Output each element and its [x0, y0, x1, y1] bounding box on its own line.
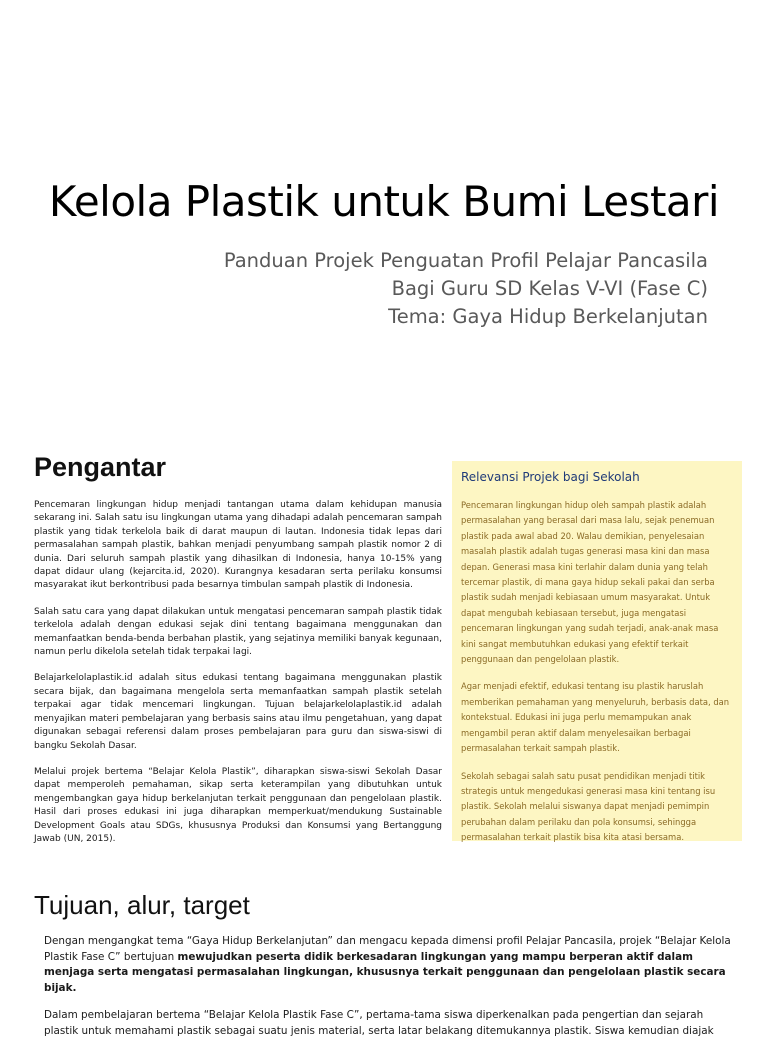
- tujuan-text: Dengan mengangkat tema “Gaya Hidup Berkelanjutan” dan mengacu kepada dimensi profil Pelajar Pancasila, projek “Belajar Kelola Plastik Fase C” bertujuan: [44, 935, 731, 963]
- relevansi-paragraph: Sekolah sebagai salah satu pusat pendidikan menjadi titik strategis untuk mengedukasi generasi masa kini tentang isu plastik. Sekolah melalui siswanya dapat menjadi pemimpin perubahan dalam perilaku dan pola konsumsi, sehingga permasalahan terkait plastik bisa kita atasi bersama.: [461, 770, 716, 843]
- document-title: Kelola Plastik untuk Bumi Lestari: [48, 177, 720, 226]
- subtitle-line: Panduan Projek Penguatan Profil Pelajar Pancasila: [223, 249, 708, 272]
- tujuan-paragraph: [44, 934, 734, 996]
- subtitle-line: Bagi Guru SD Kelas V-VI (Fase C): [391, 277, 708, 300]
- relevansi-sidebar: [452, 461, 742, 841]
- pengantar-paragraph: Melalui projek bertema “Belajar Kelola Plastik”, diharapkan siswa-siswi Sekolah Dasar dapat memperoleh pemahaman, sikap serta keterampilan yang dibutuhkan untuk mengembangkan gaya hidup berkelanjutan terkait penggunaan dan pengelolaan plastik. Hasil dari proses edukasi ini juga diharapkan memperkuat/mendukung Sustainable Development Goals atau SDGs, khususnya Produksi dan Konsumsi yang Bertanggung Jawab (UN, 2015).: [34, 766, 442, 844]
- pengantar-paragraph: Pencemaran lingkungan hidup menjadi tantangan utama dalam kehidupan manusia sekarang ini. Salah satu isu lingkungan utama yang dihadapi adalah pencemaran sampah plastik yang tidak terkelola baik di darat maupun di lautan. Indonesia tidak lepas dari permasalahan sampah plastik, bahkan menjadi penyumbang sampah plastik nomor 2 di dunia. Dari seluruh sampah plastik yang dihasilkan di Indonesia, hanya 10-15% yang dapat didaur ulang (kejarcita.id, 2020). Kurangnya kesadaran serta perilaku konsumsi masyarakat ikut berkontribusi pada besarnya timbulan sampah plastik di Indonesia.: [34, 500, 442, 591]
- relevansi-heading: Relevansi Projek bagi Sekolah: [461, 470, 640, 484]
- tujuan-body: [44, 934, 734, 1051]
- tujuan-emphasis: mewujudkan peserta didik berkesadaran lingkungan yang mampu berperan aktif dalam menjaga serta mengatasi permasalahan lingkungan, khususnya terkait penggunaan dan pengelolaan plastik secara bijak.: [44, 950, 726, 994]
- relevansi-paragraph: Pencemaran lingkungan hidup oleh sampah plastik adalah permasalahan yang berasal dari masa lalu, sejak penemuan plastik pada awal abad 20. Walau demikian, penyelesaian masalah plastik adalah tugas generasi masa kini dan masa depan. Generasi masa kini terlahir dalam dunia yang telah tercemar plastik, di mana gaya hidup sekali pakai dan serba plastik sudah menjadi kebiasaan umum masyarakat. Untuk dapat mengubah kebiasaan tersebut, juga mengatasi pencemaran lingkungan yang sudah terjadi, anak-anak masa kini sangat membutuhkan edukasi yang efektif terkait penggunaan dan pengelolaan plastik.: [461, 500, 719, 665]
- pengantar-heading: Pengantar: [34, 452, 167, 482]
- tujuan-heading: Tujuan, alur, target: [34, 890, 250, 920]
- subtitle-line: Tema: Gaya Hidup Berkelanjutan: [388, 305, 708, 328]
- relevansi-paragraph: Agar menjadi efektif, edukasi tentang isu plastik haruslah memberikan pemahaman yang menyeluruh, berbasis data, dan kontekstual. Edukasi ini juga perlu memampukan anak mengambil peran aktif dalam menyelesaikan berbagai permasalahan terkait sampah plastik.: [461, 681, 730, 754]
- pengantar-paragraph: Belajarkelolaplastik.id adalah situs edukasi tentang bagaimana menggunakan plastik secara bijak, dan bagaimana mengelola serta memanfaatkan sampah plastik setelah terpakai agar tidak mencemari lingkungan. Tujuan belajarkelolaplastik.id adalah menyajikan materi pembelajaran yang berbasis sains atau ilmu pengetahuan, yang dapat digunakan sebagai referensi dalam proses pembelajaran para guru dan siswa-siswi di bangku Sekolah Dasar.: [34, 673, 442, 751]
- tujuan-paragraph: Dalam pembelajaran bertema “Belajar Kelola Plastik Fase C”, pertama-tama siswa diperkenalkan pada pengertian dan sejarah plastik untuk memahami plastik sebagai suatu jenis material, serta latar belakang ditemukannya plastik. Siswa kemudian diajak: [44, 1009, 714, 1037]
- pengantar-body: [34, 499, 442, 859]
- subtitle-block: [148, 247, 708, 331]
- pengantar-paragraph: Salah satu cara yang dapat dilakukan untuk mengatasi pencemaran sampah plastik tidak terkelola adalah dengan edukasi sejak dini tentang bagaimana menggunakan dan memanfaatkan benda-benda berbahan plastik, yang sejatinya memiliki banyak kegunaan, namun perlu dikelola setelah tidak terpakai lagi.: [34, 606, 442, 658]
